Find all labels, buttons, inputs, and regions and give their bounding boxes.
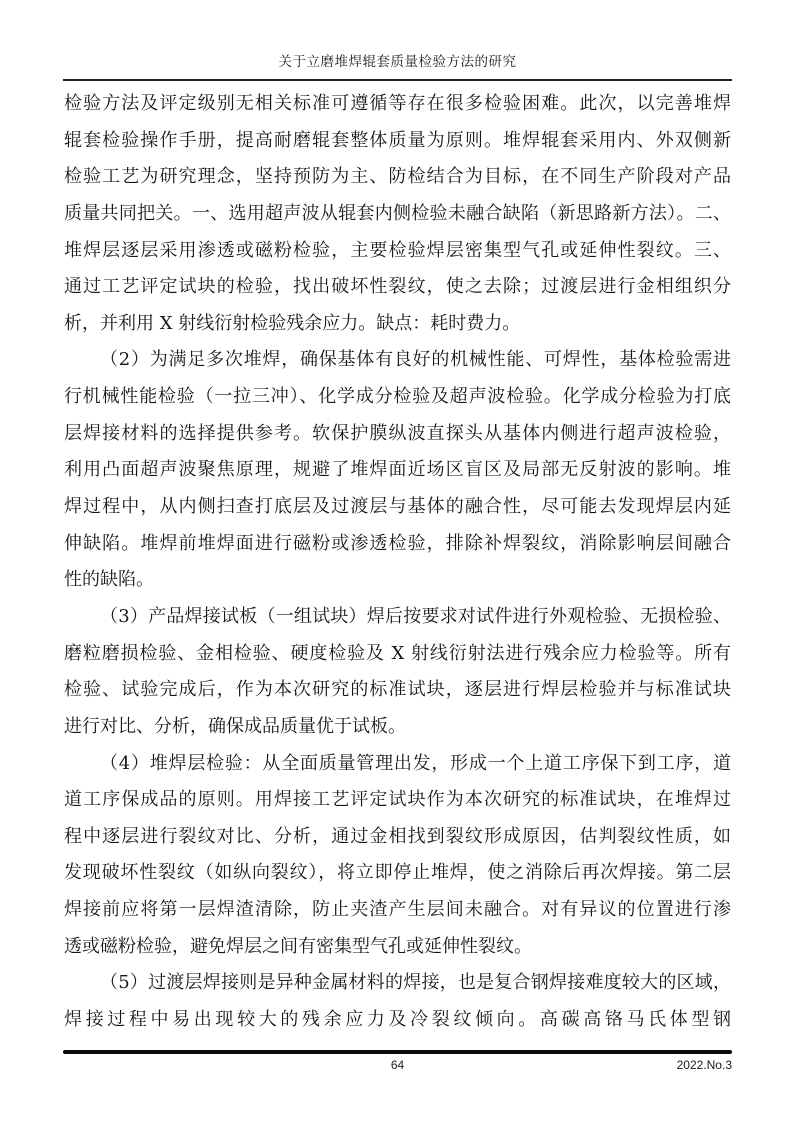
header-rule [63,79,732,81]
running-header-title: 关于立磨堆焊辊套质量检验方法的研究 [278,54,517,70]
body-line: （5）过渡层焊接则是异种金属材料的焊接，也是复合钢焊接难度较大的区域， [100,972,731,994]
body-line: 行机械性能检验（一拉三冲）、化学成分检验及超声波检验。化学成分检验为打底 [64,386,731,408]
body-text [64,86,731,1039]
body-line: 层焊接材料的选择提供参考。软保护膜纵波直探头从基体内侧进行超声波检验， [64,422,731,444]
body-line: （4）堆焊层检验：从全面质量管理出发，形成一个上道工序保下到工序，道 [100,752,731,774]
body-line: 检验方法及评定级别无相关标准可遵循等存在很多检验困难。此次，以完善堆焊 [64,93,731,114]
body-line: 道工序保成品的原则。用焊接工艺评定试块作为本次研究的标准试块，在堆焊过 [64,789,731,811]
body-line: 检验、试验完成后，作为本次研究的标准试块，逐层进行焊层检验并与标准试块 [64,679,731,701]
body-line: 辊套检验操作手册，提高耐磨辊套整体质量为原则。堆焊辊套采用内、外双侧新 [64,129,731,151]
body-line: 质量共同把关。一、选用超声波从辊套内侧检验未融合缺陷（新思路新方法）。二、 [64,202,731,224]
body-line: 磨粒磨损检验、金相检验、硬度检验及 X 射线衍射法进行残余应力检验等。所有 [64,642,731,664]
body-line: （3）产品焊接试板（一组试块）焊后按要求对试件进行外观检验、无损检验、 [100,605,731,627]
body-line: 通过工艺评定试块的检验，找出破坏性裂纹，使之去除；过渡层进行金相组织分 [64,276,731,298]
body-line: 透或磁粉检验，避免焊层之间有密集型气孔或延伸性裂纹。 [64,935,532,957]
body-line: 焊过程中，从内侧扫查打底层及过渡层与基体的融合性，尽可能去发现焊层内延 [64,496,731,518]
body-line: 析，并利用 X 射线衍射检验残余应力。缺点：耗时费力。 [64,312,521,334]
body-line: 性的缺陷。 [64,569,154,591]
body-line: 发现破坏性裂纹（如纵向裂纹），将立即停止堆焊，使之消除后再次焊接。第二层 [64,862,731,884]
body-line: 伸缺陷。堆焊前堆焊面进行磁粉或渗透检验，排除补焊裂纹，消除影响层间融合 [64,532,731,554]
body-line: 堆焊层逐层采用渗透或磁粉检验，主要检验焊层密集型气孔或延伸性裂纹。三、 [64,239,731,261]
body-line: 焊接过程中易出现较大的残余应力及冷裂纹倾向。高碳高铬马氏体型钢 [64,1009,731,1031]
body-line: 进行对比、分析，确保成品质量优于试板。 [64,715,406,737]
body-line: 焊接前应将第一层焊渣清除，防止夹渣产生层间未融合。对有异议的位置进行渗 [64,899,731,921]
body-line: 程中逐层进行裂纹对比、分析，通过金相找到裂纹形成原因，估判裂纹性质，如 [64,825,731,847]
footer [63,1058,732,1076]
footer-rule [63,1050,732,1054]
body-line: 利用凸面超声波聚焦原理，规避了堆焊面近场区盲区及局部无反射波的影响。堆 [64,459,731,481]
body-line: 检验工艺为研究理念，坚持预防为主、防检结合为目标，在不同生产阶段对产品 [64,166,731,188]
body-line: （2）为满足多次堆焊，确保基体有良好的机械性能、可焊性，基体检验需进 [100,349,731,371]
footer-page-number: 64 [390,1058,405,1072]
footer-issue-label: 2022.No.3 [676,1058,732,1072]
